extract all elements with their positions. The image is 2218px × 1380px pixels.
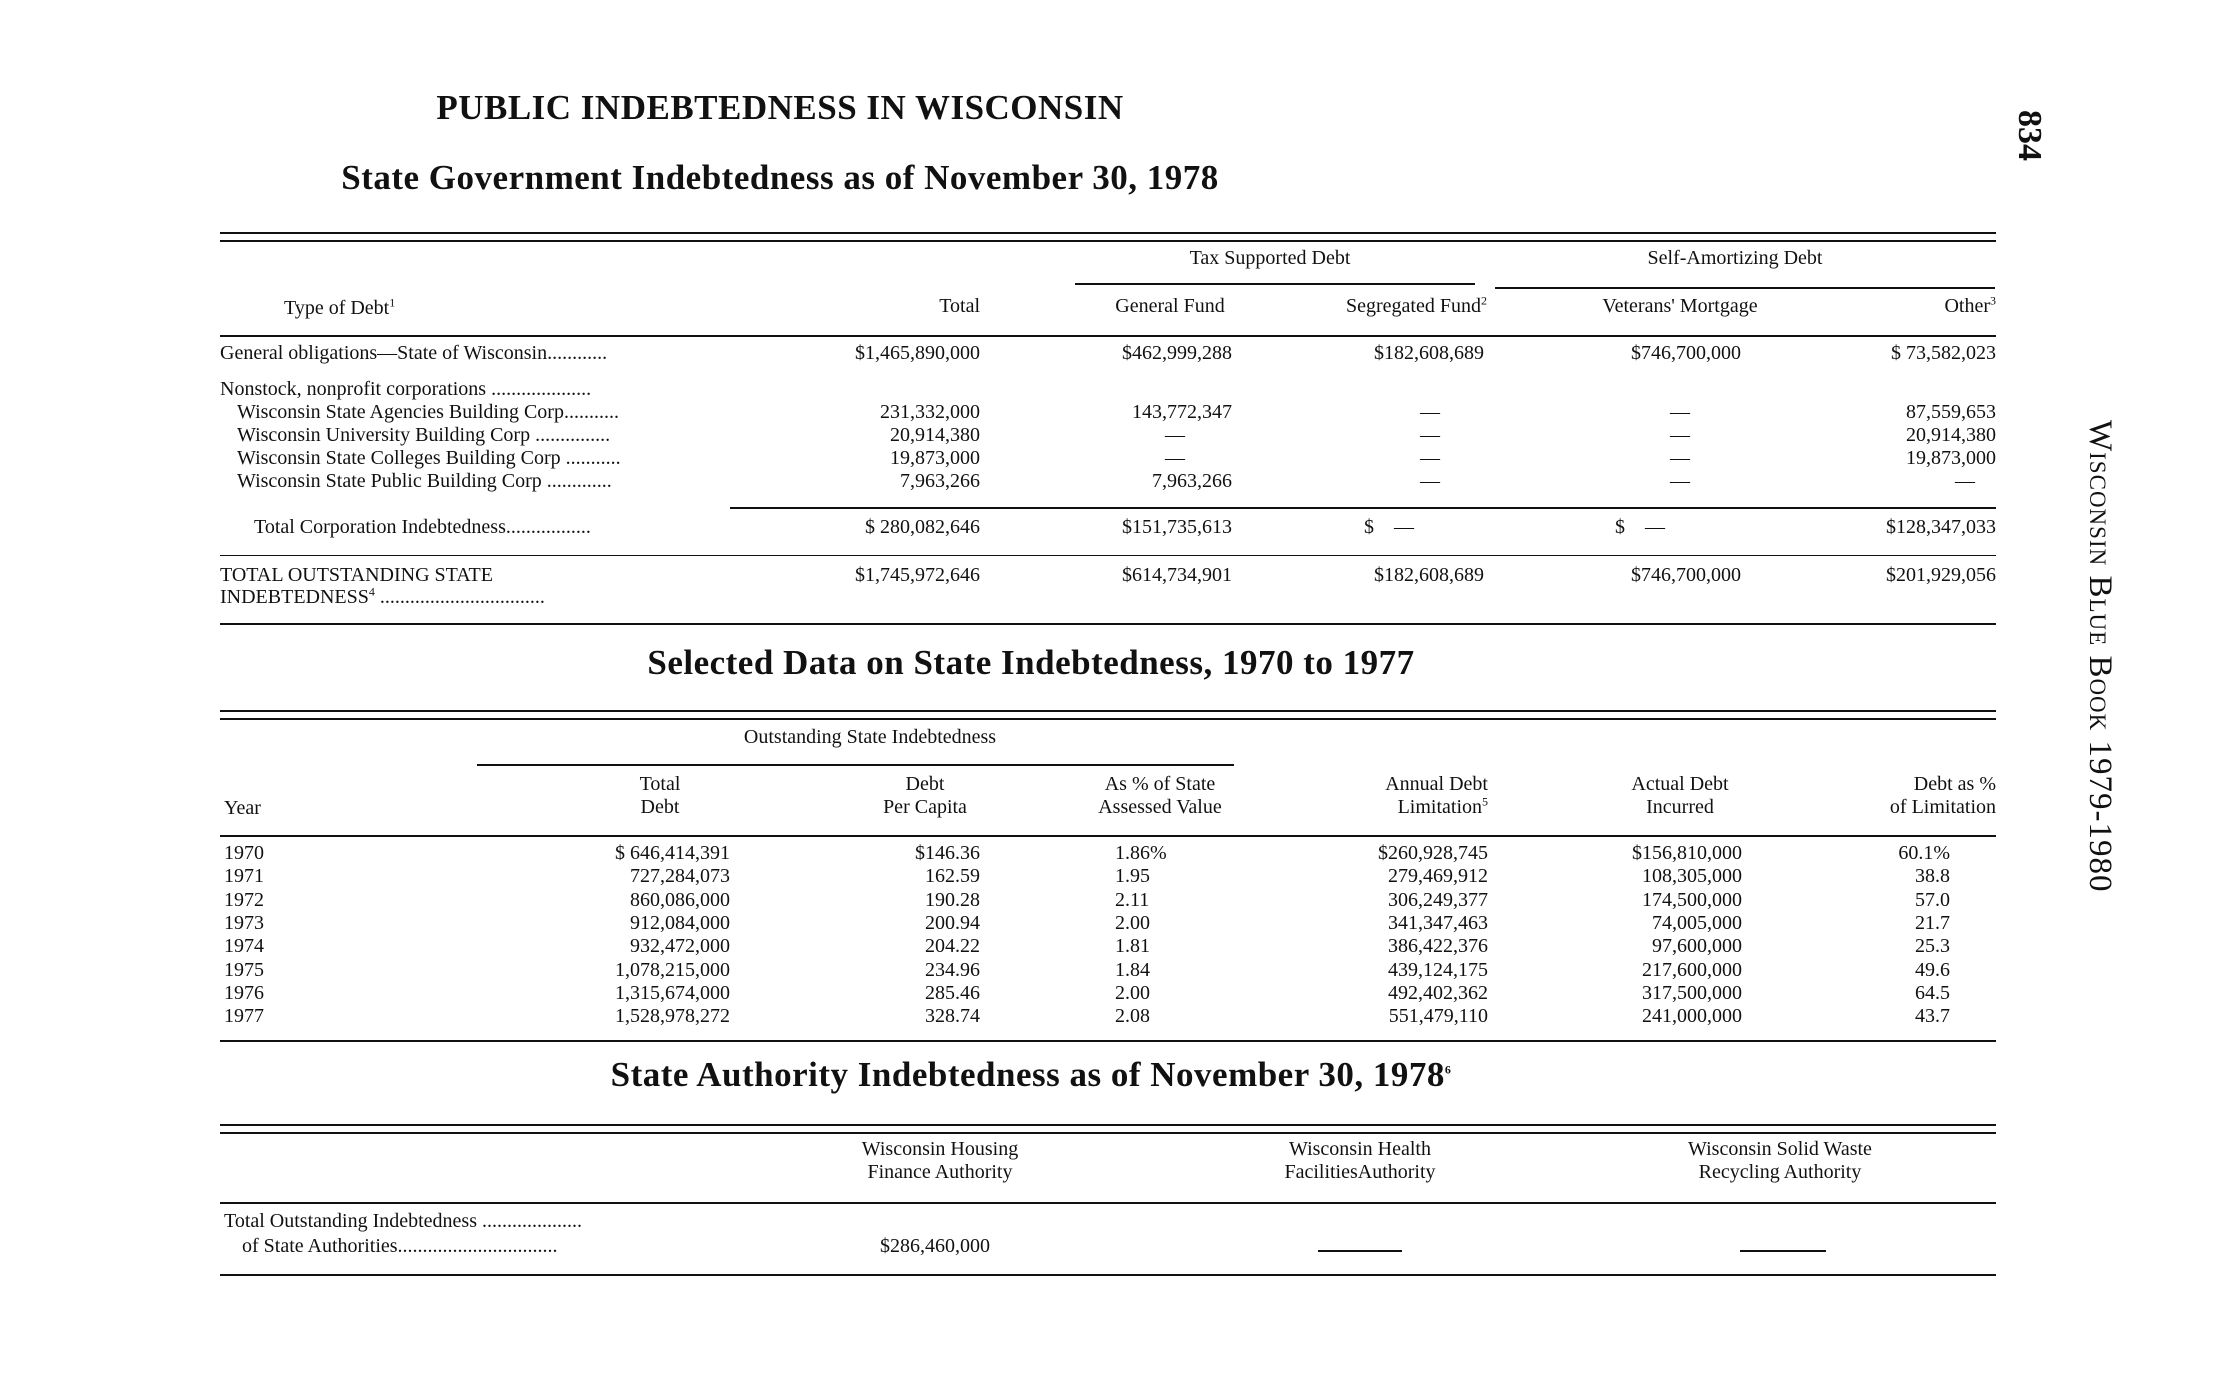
table-rule — [220, 718, 1996, 720]
authority-whfa-value: $286,460,000 — [880, 1235, 990, 1257]
col-other: Other$^3$ — [1944, 293, 1996, 317]
cell-per-capita: 162.59 — [925, 865, 980, 888]
cell-segregated: — — [1420, 424, 1440, 446]
cell-per-capita: 200.94 — [925, 911, 980, 934]
col-annual-limit-1: Annual Debt — [1385, 773, 1488, 795]
cell-total-debt: $ 646,414,391 — [615, 842, 730, 864]
cell-other: 20,914,380 — [1906, 424, 1996, 446]
cell-pct-assessed: 1.81 — [1115, 935, 1150, 958]
cell-per-capita: 285.46 — [925, 981, 980, 1004]
cell-total: 7,963,266 — [900, 470, 980, 492]
cell-annual-limit: 386,422,376 — [1388, 935, 1488, 958]
col-whfa-2: Finance Authority — [867, 1161, 1013, 1183]
table-rule — [220, 835, 1996, 837]
col-year: Year — [224, 797, 261, 819]
col-type-of-debt: Type of Debt$^1$ — [284, 295, 396, 319]
col-actual-debt-1: Actual Debt — [1631, 773, 1729, 795]
grand-total-segregated: $182,608,689 — [1374, 564, 1484, 586]
table-rule — [220, 1202, 1996, 1204]
col-segregated-fund: Segregated Fund$^2$ — [1346, 293, 1487, 317]
cell-veterans: — — [1670, 401, 1690, 423]
cell-other: 19,873,000 — [1906, 447, 1996, 469]
cell-annual-limit: 551,479,110 — [1388, 1005, 1488, 1028]
cell-general: 7,963,266 — [1152, 470, 1232, 492]
authority-waste-dash — [1740, 1250, 1826, 1252]
cell-year: 1977 — [224, 1005, 264, 1028]
cell-total-debt: 1,078,215,000 — [615, 958, 730, 981]
cell-pct-assessed: 1.95 — [1115, 865, 1150, 888]
cell-total-debt: 932,472,000 — [630, 935, 730, 958]
cell-annual-limit: $260,928,745 — [1378, 842, 1488, 864]
cell-pct-assessed: 2.00 — [1115, 981, 1150, 1004]
cell-total-debt: 1,315,674,000 — [615, 981, 730, 1004]
cell-year: 1973 — [224, 911, 264, 934]
cell-actual-debt: 241,000,000 — [1642, 1005, 1742, 1028]
cell-general: $462,999,288 — [1122, 342, 1232, 364]
cell-total: $1,465,890,000 — [855, 342, 980, 364]
cell-pct-assessed: 2.11 — [1115, 888, 1150, 911]
group-rule — [1075, 283, 1475, 285]
col-actual-debt-2: Incurred — [1646, 796, 1714, 818]
cell-other: 87,559,653 — [1906, 401, 1996, 423]
cell-general: 143,772,347 — [1132, 401, 1232, 423]
cell-debt-pct: 38.8 — [1915, 865, 1950, 888]
cell-segregated: $182,608,689 — [1374, 342, 1484, 364]
cell-veterans: — — [1670, 470, 1690, 492]
cell-actual-debt: 317,500,000 — [1642, 981, 1742, 1004]
table-rule — [220, 710, 1996, 712]
cell-annual-limit: 439,124,175 — [1388, 958, 1488, 981]
table-rule — [220, 1274, 1996, 1276]
table-rule — [220, 623, 1996, 625]
page-title: PUBLIC INDEBTEDNESS IN WISCONSIN — [436, 88, 1124, 127]
cell-segregated: — — [1420, 470, 1440, 492]
row-label: Wisconsin State Public Building Corp ............. — [237, 470, 612, 492]
cell-pct-assessed: 1.84 — [1115, 958, 1150, 981]
row-label: Wisconsin University Building Corp ............... — [237, 424, 611, 446]
col-total: Total — [939, 295, 980, 317]
table-rule — [220, 1124, 1996, 1126]
cell-total-debt: 860,086,000 — [630, 888, 730, 911]
cell-segregated: — — [1420, 401, 1440, 423]
cell-actual-debt: 174,500,000 — [1642, 888, 1742, 911]
cell-total: 20,914,380 — [890, 424, 980, 446]
cell-year: 1972 — [224, 888, 264, 911]
corp-total-other: $128,347,033 — [1886, 516, 1996, 538]
grand-total-label-1: TOTAL OUTSTANDING STATE — [220, 564, 493, 586]
cell-per-capita: 234.96 — [925, 958, 980, 981]
cell-annual-limit: 279,469,912 — [1388, 865, 1488, 888]
col-debt-pct-1: Debt as % — [1913, 773, 1996, 795]
cell-year: 1976 — [224, 981, 264, 1004]
group-self-amortizing: Self-Amortizing Debt — [1647, 247, 1823, 269]
corp-total-segregated: $ — — [1364, 516, 1414, 538]
corp-total-general: $151,735,613 — [1122, 516, 1232, 538]
col-per-capita-1: Debt — [905, 773, 945, 795]
cell-veterans: — — [1670, 424, 1690, 446]
grand-total-general: $614,734,901 — [1122, 564, 1232, 586]
cell-total-debt: 727,284,073 — [630, 865, 730, 888]
row-label: Nonstock, nonprofit corporations .................... — [220, 378, 592, 400]
col-total-debt-2: Debt — [640, 796, 680, 818]
col-pct-assessed-1: As % of State — [1104, 773, 1216, 795]
table-rule — [220, 1132, 1996, 1134]
col-total-debt-1: Total — [639, 773, 681, 795]
col-waste-2: Recycling Authority — [1698, 1161, 1862, 1183]
cell-total-debt: 912,084,000 — [630, 911, 730, 934]
col-waste-1: Wisconsin Solid Waste — [1688, 1138, 1872, 1160]
cell-debt-pct: 60.1% — [1898, 842, 1950, 864]
table-rule — [220, 240, 1996, 242]
cell-debt-pct: 21.7 — [1915, 911, 1950, 934]
cell-per-capita: $146.36 — [915, 842, 980, 864]
table-rule — [220, 232, 1996, 234]
page-number: 834 — [2011, 110, 2048, 161]
cell-pct-assessed: 1.86% — [1115, 842, 1167, 864]
subtotal-rule — [730, 507, 1996, 509]
col-pct-assessed-2: Assessed Value — [1098, 796, 1222, 818]
cell-pct-assessed: 2.00 — [1115, 911, 1150, 934]
authority-title: State Authority Indebtedness as of November 30, 1978$^6$ — [610, 1055, 1452, 1094]
cell-year: 1971 — [224, 865, 264, 888]
authority-whealth-dash — [1318, 1250, 1402, 1252]
cell-total-debt: 1,528,978,272 — [615, 1005, 730, 1028]
col-whealth-1: Wisconsin Health — [1289, 1138, 1431, 1160]
authority-row-label-1: Total Outstanding Indebtedness .................... — [224, 1210, 582, 1232]
cell-actual-debt: 97,600,000 — [1652, 935, 1742, 958]
cell-per-capita: 328.74 — [925, 1005, 980, 1028]
cell-total: 19,873,000 — [890, 447, 980, 469]
row-label: Wisconsin State Agencies Building Corp........... — [237, 401, 619, 423]
cell-debt-pct: 25.3 — [1915, 935, 1950, 958]
corp-total-veterans: $ — — [1615, 516, 1665, 538]
col-veterans-mortgage: Veterans' Mortgage — [1602, 295, 1758, 317]
cell-pct-assessed: 2.08 — [1115, 1005, 1150, 1028]
cell-veterans: $746,700,000 — [1631, 342, 1741, 364]
table-rule — [220, 1040, 1996, 1042]
selected-data-title: Selected Data on State Indebtedness, 1970 to 1977 — [647, 643, 1415, 682]
cell-segregated: — — [1420, 447, 1440, 469]
group-rule — [477, 764, 1234, 766]
cell-other: $ 73,582,023 — [1891, 342, 1996, 364]
corp-total-label: Total Corporation Indebtedness................. — [254, 516, 591, 538]
cell-year: 1970 — [224, 842, 264, 864]
cell-annual-limit: 341,347,463 — [1388, 911, 1488, 934]
cell-veterans: — — [1670, 447, 1690, 469]
cell-actual-debt: 108,305,000 — [1642, 865, 1742, 888]
col-whealth-2: FacilitiesAuthority — [1284, 1161, 1436, 1183]
cell-per-capita: 190.28 — [925, 888, 980, 911]
cell-year: 1974 — [224, 935, 264, 958]
running-head: Wisconsin Blue Book 1979-1980 — [2082, 420, 2118, 893]
col-per-capita-2: Per Capita — [883, 796, 967, 818]
cell-debt-pct: 49.6 — [1915, 958, 1950, 981]
corp-total-total: $ 280,082,646 — [865, 516, 980, 538]
cell-debt-pct: 57.0 — [1915, 888, 1950, 911]
cell-actual-debt: 74,005,000 — [1652, 911, 1742, 934]
state-gov-title: State Government Indebtedness as of November 30, 1978 — [341, 158, 1219, 197]
cell-actual-debt: 217,600,000 — [1642, 958, 1742, 981]
cell-per-capita: 204.22 — [925, 935, 980, 958]
cell-annual-limit: 492,402,362 — [1388, 981, 1488, 1004]
col-general-fund: General Fund — [1115, 295, 1225, 317]
group-tax-supported: Tax Supported Debt — [1189, 247, 1351, 269]
group-outstanding: Outstanding State Indebtedness — [743, 726, 997, 748]
grand-total-veterans: $746,700,000 — [1631, 564, 1741, 586]
cell-debt-pct: 43.7 — [1915, 1005, 1950, 1028]
grand-total-other: $201,929,056 — [1886, 564, 1996, 586]
cell-annual-limit: 306,249,377 — [1388, 888, 1488, 911]
cell-year: 1975 — [224, 958, 264, 981]
cell-total: 231,332,000 — [880, 401, 980, 423]
table-rule — [220, 555, 1996, 556]
cell-debt-pct: 64.5 — [1915, 981, 1950, 1004]
group-rule — [1495, 287, 1995, 289]
cell-general: — — [1165, 447, 1185, 469]
cell-actual-debt: $156,810,000 — [1632, 842, 1742, 864]
col-annual-limit-2: Limitation$^5$ — [1397, 794, 1488, 818]
col-whfa-1: Wisconsin Housing — [861, 1138, 1019, 1160]
row-label: Wisconsin State Colleges Building Corp ........... — [237, 447, 621, 469]
authority-row-label-2: of State Authorities................................ — [242, 1235, 558, 1257]
col-debt-pct-2: of Limitation — [1889, 796, 1996, 818]
table-rule — [220, 335, 1996, 337]
grand-total-label-2: INDEBTEDNESS$^4$ ................................. — [220, 584, 545, 608]
grand-total-total: $1,745,972,646 — [855, 564, 980, 586]
cell-other: — — [1955, 470, 1975, 492]
cell-general: — — [1165, 424, 1185, 446]
row-label: General obligations—State of Wisconsin............ — [220, 342, 608, 364]
